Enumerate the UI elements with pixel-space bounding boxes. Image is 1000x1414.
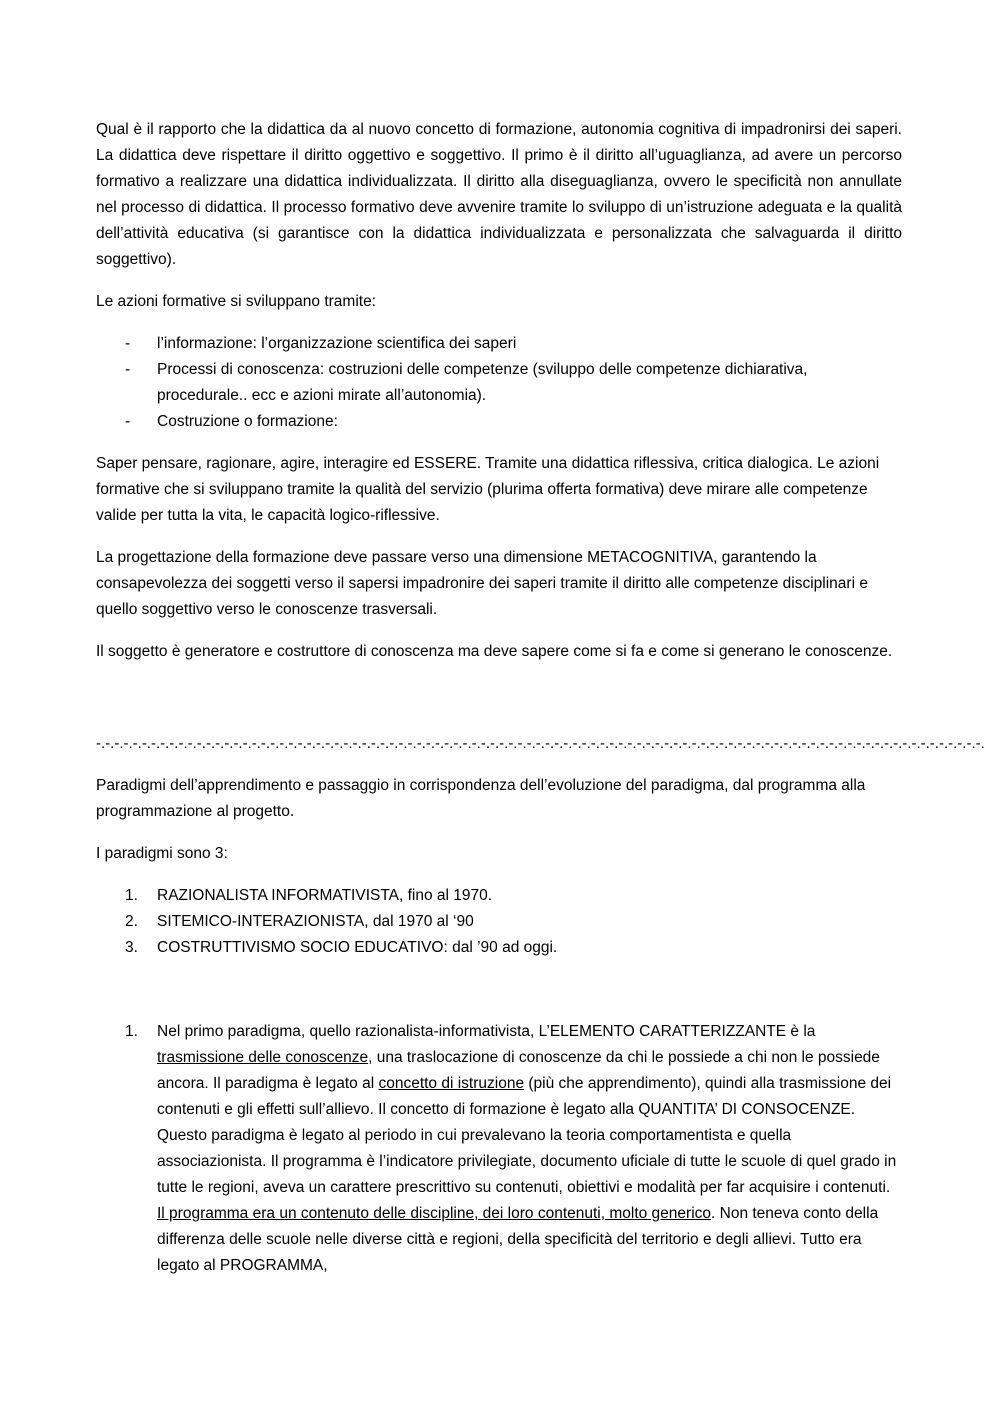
- detail-text-part: (più che apprendimento), quindi alla trasmissione dei contenuti e gli effetti sull’allievo. Il concetto di formazione è legato alla QUANTITA’ DI CONSOCENZE. Questo paradigma è legato al periodo in cui prevalevano la teoria comportamentista e quella associazionista. Il programma è l’indicatore privilegiate, documento uficiale di tutte le scuole di quel grado in tutte le regioni, aveva un carattere prescrittivo su contenuti, obiettivi e modalità per far acquisire i contenuti.: [157, 1075, 897, 1196]
- list-number: 1.: [125, 1023, 138, 1040]
- list-item-text: SITEMICO-INTERAZIONISTA, dal 1970 al ‘90: [157, 913, 474, 930]
- dash-marker: -: [125, 413, 131, 430]
- paradigms-list: [96, 883, 902, 961]
- list-item-text: RAZIONALISTA INFORMATIVISTA, fino al 1970.: [157, 887, 493, 904]
- list-item: [96, 331, 902, 357]
- list-item: [96, 409, 902, 435]
- document-page: [96, 117, 985, 1279]
- actions-list: [96, 331, 902, 435]
- list-item: [96, 935, 902, 961]
- list-item: [96, 883, 902, 909]
- detail-text: [157, 1023, 896, 1274]
- list-item-text: Costruzione o formazione:: [157, 413, 338, 430]
- underlined-phrase: Il programma era un contenuto delle discipline, dei loro contenuti, molto generico: [157, 1205, 712, 1222]
- underlined-phrase: trasmissione delle conoscenze: [157, 1049, 369, 1066]
- section-separator: -.-.-.-.-.-.-.-.-.-.-.-.-.-.-.-.-.-.-.-.-.-.-.-.-.-.-.-.-.-.-.-.-.-.-.-.-.-.-.-.-.-.-.-.-.-.-.-.-.-.-.-.-.-.-.-.-.-.-.-.-.-.-.-.-.-.-.-.-.-.-.-.-.-.-.-.-.-.-.-.-.-.-.-.-.-.-.-.-.-.-.-.-.-.-.-.-.: [96, 735, 985, 752]
- actions-heading: Le azioni formative si sviluppano tramite:: [96, 293, 376, 310]
- list-number: 3.: [125, 939, 138, 956]
- list-item: [96, 1019, 902, 1279]
- detail-text-part: , una traslocazione di conoscenze da chi le possiede a chi non le possiede ancora. Il paradigma è legato al: [157, 1049, 880, 1092]
- list-item-text: COSTRUTTIVISMO SOCIO EDUCATIVO: dal ’90 ad oggi.: [157, 939, 558, 956]
- detail-text-part: Nel primo paradigma, quello razionalista-informativista, L’ELEMENTO CARATTERIZZANTE è la: [157, 1023, 816, 1040]
- intro-paragraph: Qual è il rapporto che la didattica da al nuovo concetto di formazione, autonomia cognitiva di impadronirsi dei saperi. La didattica deve rispettare il diritto oggettivo e soggettivo. Il primo è il diritto all’uguaglianza, ad avere un percorso formativo a realizzare una didattica individualizzata. Il diritto alla diseguaglianza, ovvero le specificità non annullate nel processo di didattica. Il processo formativo deve avvenire tramite lo sviluppo di un’istruzione adeguata e la qualità dell’attività educativa (si garantisce con la didattica individualizzata e personalizzata che salvaguarda il diritto soggettivo).: [96, 121, 902, 268]
- soggetto-paragraph: Il soggetto è generatore e costruttore di conoscenza ma deve sapere come si fa e come si generano le conoscenze.: [96, 643, 893, 660]
- list-item: [96, 357, 902, 409]
- dash-marker: -: [125, 361, 131, 378]
- list-item: [96, 909, 902, 935]
- list-item-text: l’informazione: l’organizzazione scientifica dei saperi: [157, 335, 517, 352]
- list-item-text: Processi di conoscenza: costruzioni delle competenze (sviluppo delle competenze dichiarativa, procedurale.. ecc e azioni mirate all’autonomia).: [157, 361, 808, 404]
- detail-text-part: . Non teneva conto della differenza delle scuole nelle diverse città e regioni, della specificità del territorio e degli allievi. Tutto era legato al PROGRAMMA,: [157, 1205, 879, 1274]
- dash-marker: -: [125, 335, 131, 352]
- underlined-phrase: concetto di istruzione: [378, 1075, 525, 1092]
- paradigm-detail-list: [96, 1019, 902, 1279]
- progettazione-paragraph: La progettazione della formazione deve passare verso una dimensione METACOGNITIVA, garantendo la consapevolezza dei soggetti verso il sapersi impadronire dei saperi tramite il diritto alle competenze disciplinari e quello soggettivo verso le conoscenze trasversali.: [96, 549, 868, 618]
- paradigms-count: I paradigmi sono 3:: [96, 845, 228, 862]
- saper-paragraph: Saper pensare, ragionare, agire, interagire ed ESSERE. Tramite una didattica riflessiva, critica dialogica. Le azioni formative che si sviluppano tramite la qualità del servizio (plurima offerta formativa) deve mirare alle competenze valide per tutta la vita, le capacità logico-riflessive.: [96, 455, 880, 524]
- list-number: 2.: [125, 913, 138, 930]
- section2-intro: Paradigmi dell’apprendimento e passaggio in corrispondenza dell’evoluzione del paradigma, dal programma alla programmazione al progetto.: [96, 777, 866, 820]
- list-number: 1.: [125, 887, 138, 904]
